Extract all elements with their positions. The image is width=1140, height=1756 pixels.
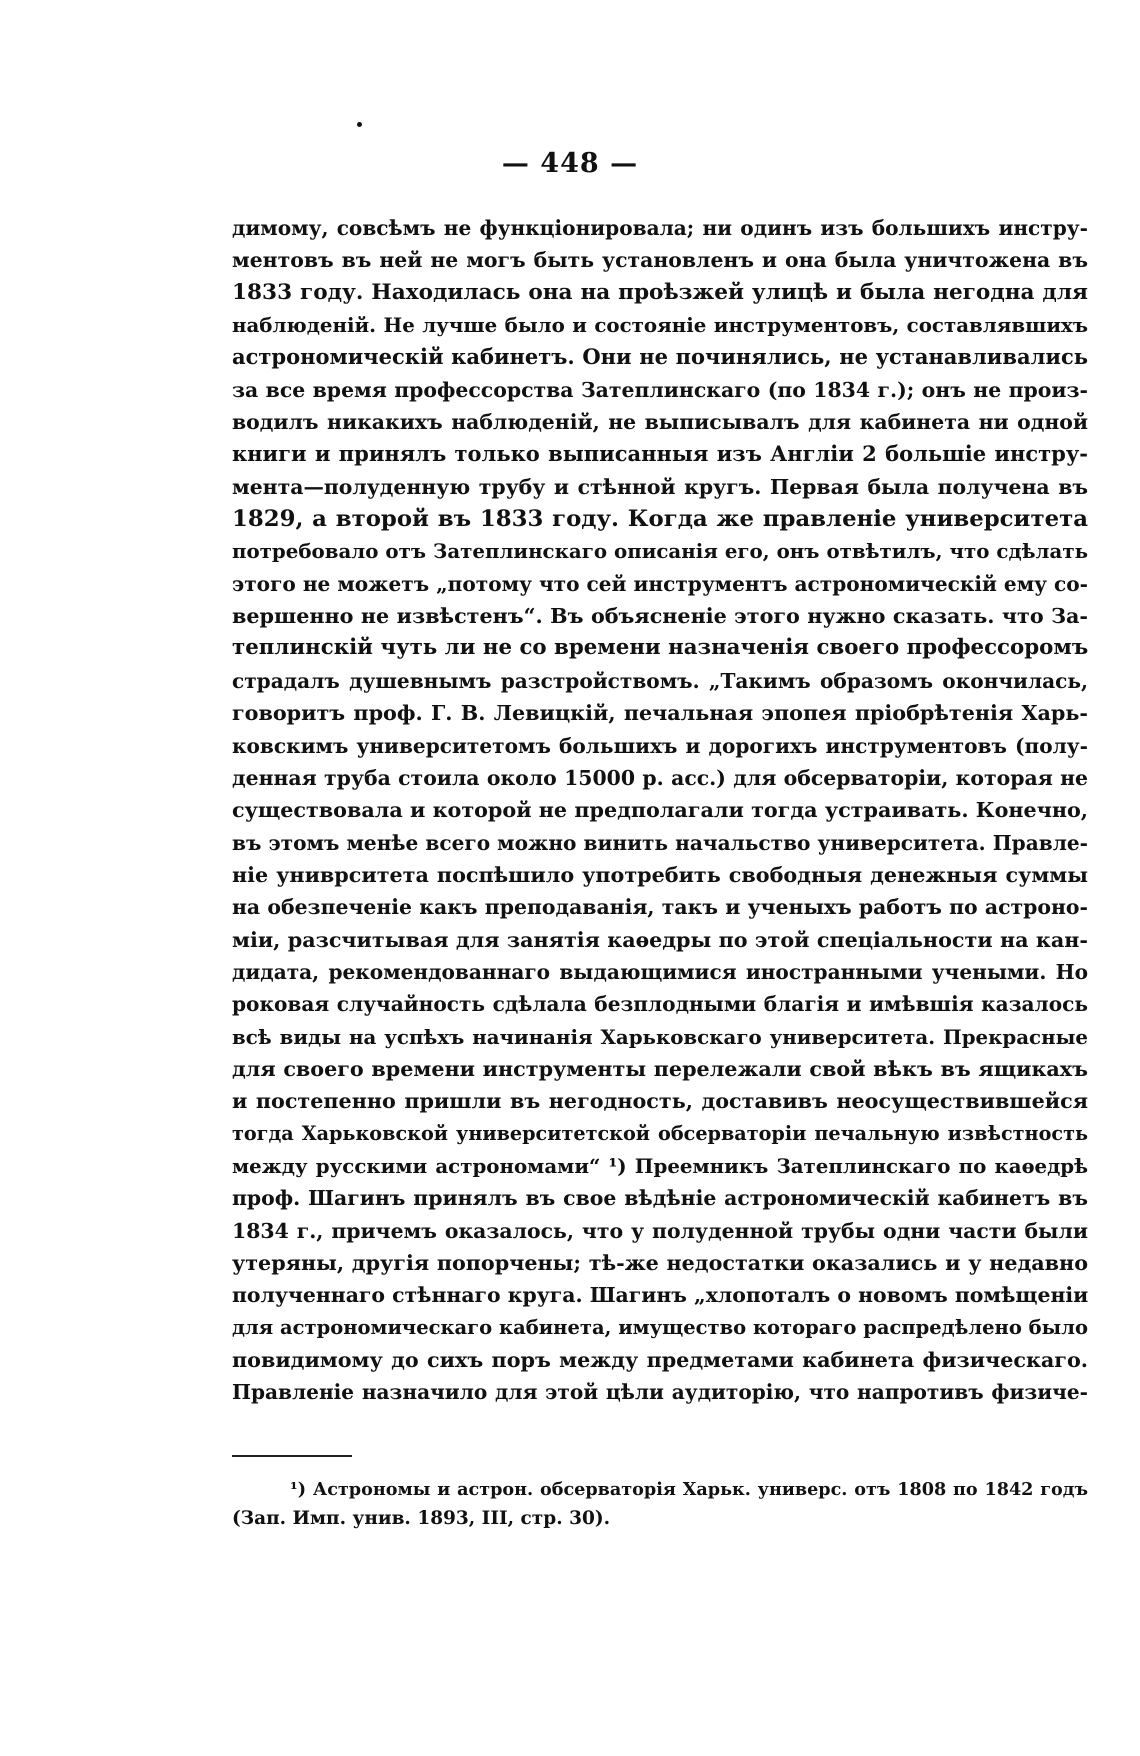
- footnote-divider: [232, 1455, 352, 1457]
- text-line: денная труба стоила около 15000 р. асс.) для обсерваторіи, которая не: [232, 765, 1088, 790]
- text-line: ковскимъ университетомъ большихъ и дорогихъ инструментовъ (полу-: [232, 733, 1088, 758]
- text-line: Правленіе назначило для этой цѣли аудиторію, что напротивъ физиче-: [232, 1380, 1088, 1405]
- text-line: существовала и которой не предполагали тогда устраивать. Конечно,: [232, 798, 1088, 823]
- text-line: астрономическій кабинетъ. Они не починялись, не устанавливались: [232, 344, 1088, 370]
- text-line: роковая случайность сдѣлала безплодными благія и имѣвшія казалось: [232, 992, 1088, 1017]
- text-line: утеряны, другія попорчены; тѣ-же недостатки оказались и у недавно: [232, 1251, 1088, 1275]
- text-line: 1829, а второй въ 1833 году. Когда же правленіе университета: [232, 506, 1088, 533]
- text-line: говоритъ проф. Г. В. Левицкій, печальная эпопея пріобрѣтенія Харь-: [232, 701, 1088, 726]
- text-line: 1833 году. Находилась она на проѣзжей улицѣ и была негодна для: [232, 279, 1088, 305]
- text-line: наблюденій. Не лучше было и состояніе инструментовъ, составлявшихъ: [232, 313, 1088, 338]
- ink-speck: [357, 122, 362, 127]
- text-line: между русскими астрономами“ ¹) Преемникъ Затеплинскаго по каѳедрѣ: [232, 1153, 1088, 1178]
- text-line: въ этомъ менѣе всего можно винить начальство университета. Правле-: [232, 830, 1088, 855]
- text-line: для своего времени инструменты перележали свой вѣкъ въ ящикахъ: [232, 1056, 1088, 1081]
- main-text: [232, 212, 1088, 1409]
- footnote-line: ¹) Астрономы и астрон. обсерваторія Харьк. универс. отъ 1808 по 1842 годъ: [290, 1479, 1088, 1500]
- footnote: [232, 1475, 1088, 1533]
- text-line: тогда Харьковской университетской обсерваторіи печальную извѣстность: [232, 1121, 1088, 1145]
- text-line: и постепенно пришли въ негодность, доставивъ неосуществившейся: [232, 1089, 1088, 1114]
- text-line: димому, совсѣмъ не функціонировала; ни одинъ изъ большихъ инстру-: [232, 216, 1088, 240]
- text-line: полученнаго стѣннаго круга. Шагинъ „хлопоталъ о новомъ помѣщеніи: [232, 1283, 1088, 1308]
- text-line: книги и принялъ только выписанныя изъ Англіи 2 большіе инстру-: [232, 441, 1088, 467]
- text-line: теплинскій чуть ли не со времени назначенія своего профессоромъ: [232, 635, 1088, 661]
- text-line: вершенно не извѣстенъ“. Въ объясненіе этого нужно сказать. что За-: [232, 604, 1088, 629]
- footnote-line: (Зап. Имп. унив. 1893, III, стр. 30).: [232, 1508, 611, 1529]
- text-line: страдалъ душевнымъ разстройствомъ. „Такимъ образомъ окончилась,: [232, 668, 1088, 693]
- text-line: повидимому до сихъ поръ между предметами кабинета физическаго.: [232, 1348, 1088, 1373]
- text-line: ментовъ въ ней не могъ быть установленъ и она была уничтожена въ: [232, 248, 1088, 273]
- text-line: водилъ никакихъ наблюденій, не выписывалъ для кабинета ни одной: [232, 410, 1088, 435]
- text-line: міи, разсчитывая для занятія каѳедры по этой спеціальности на кан-: [232, 927, 1088, 952]
- text-line: всѣ виды на успѣхъ начинанія Харьковскаго университета. Прекрасные: [232, 1024, 1088, 1049]
- text-line: на обезпеченіе какъ преподаванія, такъ и ученыхъ работъ по астроно-: [232, 895, 1088, 920]
- text-line: этого не можетъ „потому что сей инструментъ астрономическій ему со-: [232, 571, 1088, 596]
- text-line: дидата, рекомендованнаго выдающимися иностранными учеными. Но: [232, 959, 1088, 984]
- text-line: за все время профессорства Затеплинскаго (по 1834 г.); онъ не произ-: [232, 377, 1088, 402]
- text-line: для астрономическаго кабинета, имущество котораго распредѣлено было: [232, 1315, 1088, 1339]
- text-line: проф. Шагинъ принялъ въ свое вѣдѣніе астрономическій кабинетъ въ: [232, 1186, 1088, 1211]
- text-line: ніе униврситета поспѣшило употребить свободныя денежныя суммы: [232, 862, 1088, 887]
- page-number: — 448 —: [501, 148, 639, 179]
- text-line: мента—полуденную трубу и стѣнной кругъ. Первая была получена въ: [232, 474, 1088, 499]
- text-line: потребовало отъ Затеплинскаго описанія его, онъ отвѣтилъ, что сдѣлать: [232, 539, 1088, 564]
- text-line: 1834 г., причемъ оказалось, что у полуденной трубы одни части были: [232, 1218, 1088, 1243]
